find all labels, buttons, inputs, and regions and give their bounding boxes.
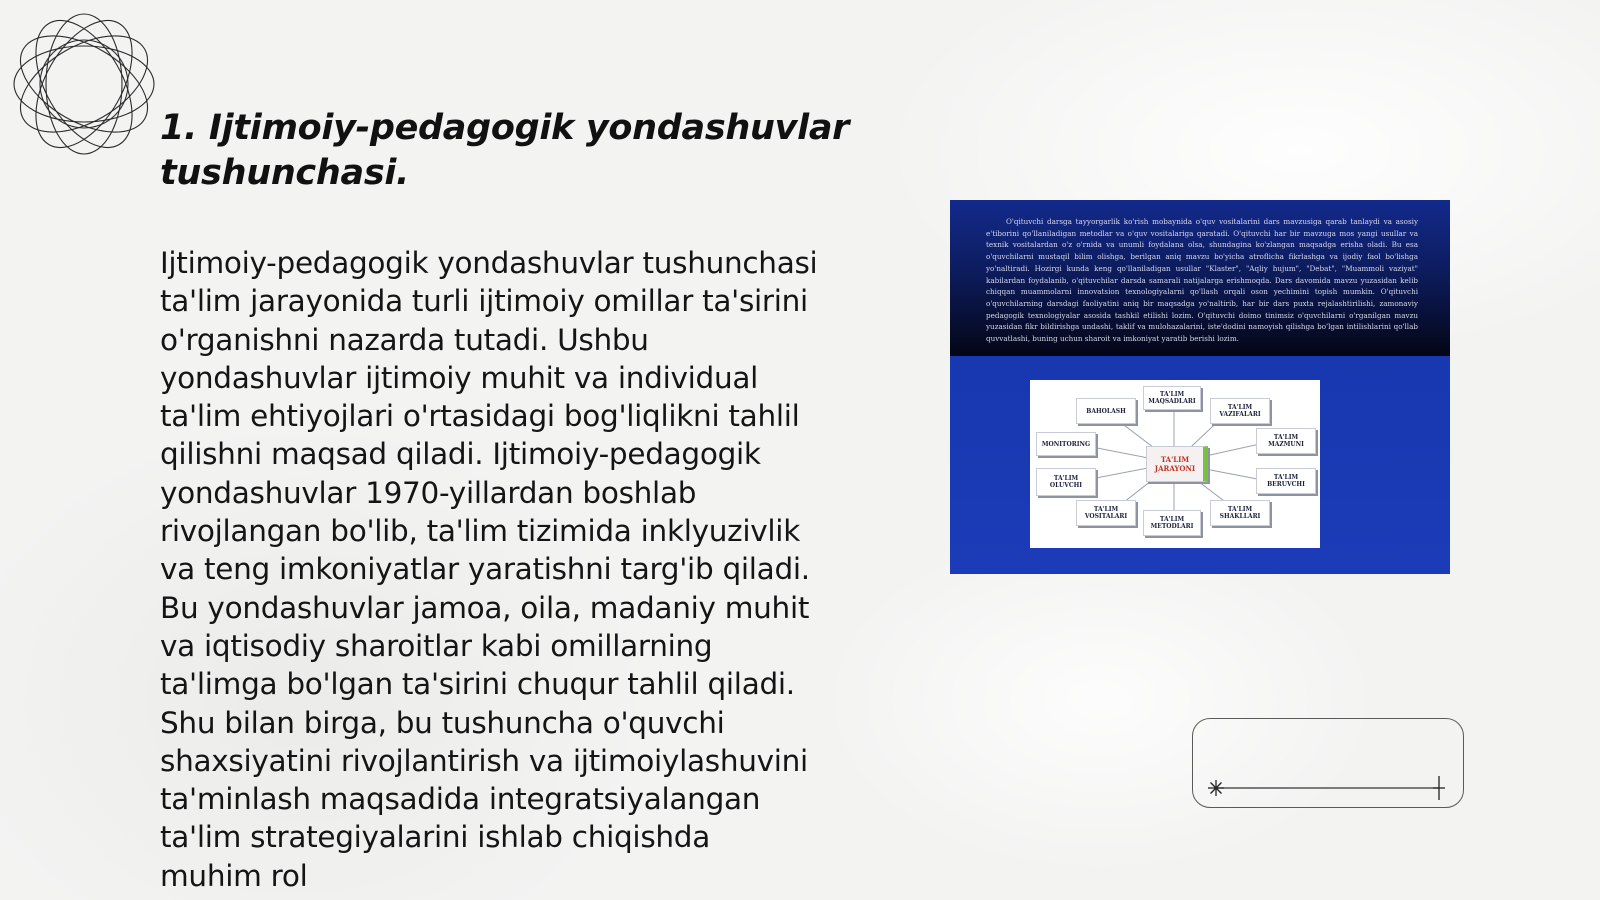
diagram-node-vazifalari: TA'LIM VAZIFALARI [1210, 398, 1270, 424]
body-paragraph: Ijtimoiy-pedagogik yondashuvlar tushunchasi ta'lim jarayonida turli ijtimoiy omillar ta'sirini o'rganishni nazarda tutadi. Ushbu yondashuvlar ijtimoiy muhit va individual ta'lim ehtiyojlari o'rtasidagi bog'liqlikni tahlil qilishni maqsad qiladi. Ijtimoiy-pedagogik yondashuvlar 1970-yillardan boshlab rivojlangan bo'lib, ta'lim tizimida inklyuzivlik va teng imkoniyatlar yaratishni targ'ib qiladi. Bu yondashuvlar jamoa, oila, madaniy muhit va iqtisodiy sharoitlar kabi omillarning ta'limga bo'lgan ta'sirini chuqur tahlil qiladi. Shu bilan birga, bu tushuncha o'quvchi shaxsiyatini rivojlantirish va ijtimoiylashuvini ta'minlash maqsadida integratsiyalangan ta'lim strategiyalarini ishlab chiqishda muhim rol [160, 246, 818, 893]
diagram-node-monitoring: MONITORING [1036, 432, 1096, 456]
learning-process-diagram [1030, 380, 1320, 548]
diagram-node-maqsadlari: TA'LIM MAQSADLARI [1143, 386, 1201, 410]
diagram-node-vositalari: TA'LIM VOSITALARI [1076, 500, 1136, 526]
diagram-node-baholash: BAHOLASH [1076, 398, 1136, 424]
diagram-node-metodlari: TA'LIM METODLARI [1143, 510, 1201, 536]
frame-line [1193, 719, 1465, 809]
figure-paragraph: O'qituvchi darsga tayyorgarlik ko'rish mobaynida o'quv vositalarini dars mavzusiga qarab tanlaydi va asosiy e'tiborini qo'llaniladigan metodlar va o'quv vositalariga qaratadi. O'qituvchi har bir mavzuga mos yangi usullar va texnik vositalardan o'z o'rnida va unumli foydalana olsa, shundagina ko'zlangan maqsadga erisha oladi. Bu esa o'quvchilarni mustaqil bilim olishga, berilgan aniq mavzu bo'yicha atroflicha fikrlashga va ijodiy faol bo'lishga yo'naltiradi. Hozirgi kunda keng qo'llaniladigan usullar "Klaster", "Aqliy hujum", "Debat", "Muammoli vaziyat" kabilardan foydalanib, o'qituvchilar darsda samarali natijalarga erishmoqda. Dars davomida mavzu yuzasidan kelib chiqqan muammolarni innovatsion texnologiyalarni qo'llash orqali oson yechimini topish mumkin. O'qituvchi o'quvchilarning darsdagi faoliyatini aniq bir maqsadga yo'naltirib, har bir dars puxta rejalashtirilishi, zamonaviy pedagogik texnologiyalar asosida tashkil etilishi lozim. O'qituvchi doimo tinimsiz o'quvchilarni o'rganilgan mavzu yuzasidan fikr bildirishga undashi, taklif va mulohazalarini, iste'dodini namoyish qilishga bo'lgan intilishlarini qo'llab quvvatlashi, buning uchun sharoit va imkoniyat yaratib berishi lozim. [986, 217, 1418, 344]
diagram-center-node: TA'LIM JARAYONI [1146, 446, 1208, 482]
diagram-node-shakllari: TA'LIM SHAKLLARI [1210, 500, 1270, 526]
crosshair-icon [1433, 776, 1445, 800]
slide-title: 1. Ijtimoiy-pedagogik yondashuvlar tushunchasi. [160, 108, 850, 193]
diagram-node-beruvchi: TA'LIM BERUVCHI [1256, 468, 1316, 494]
diagram-node-oluvchi: TA'LIM OLUVCHI [1036, 468, 1096, 496]
asterisk-icon [1208, 780, 1224, 796]
interlocking-circles-icon [10, 10, 158, 158]
embedded-figure [950, 200, 1450, 574]
diagram-node-mazmuni: TA'LIM MAZMUNI [1256, 428, 1316, 454]
decorative-frame [1192, 718, 1464, 808]
